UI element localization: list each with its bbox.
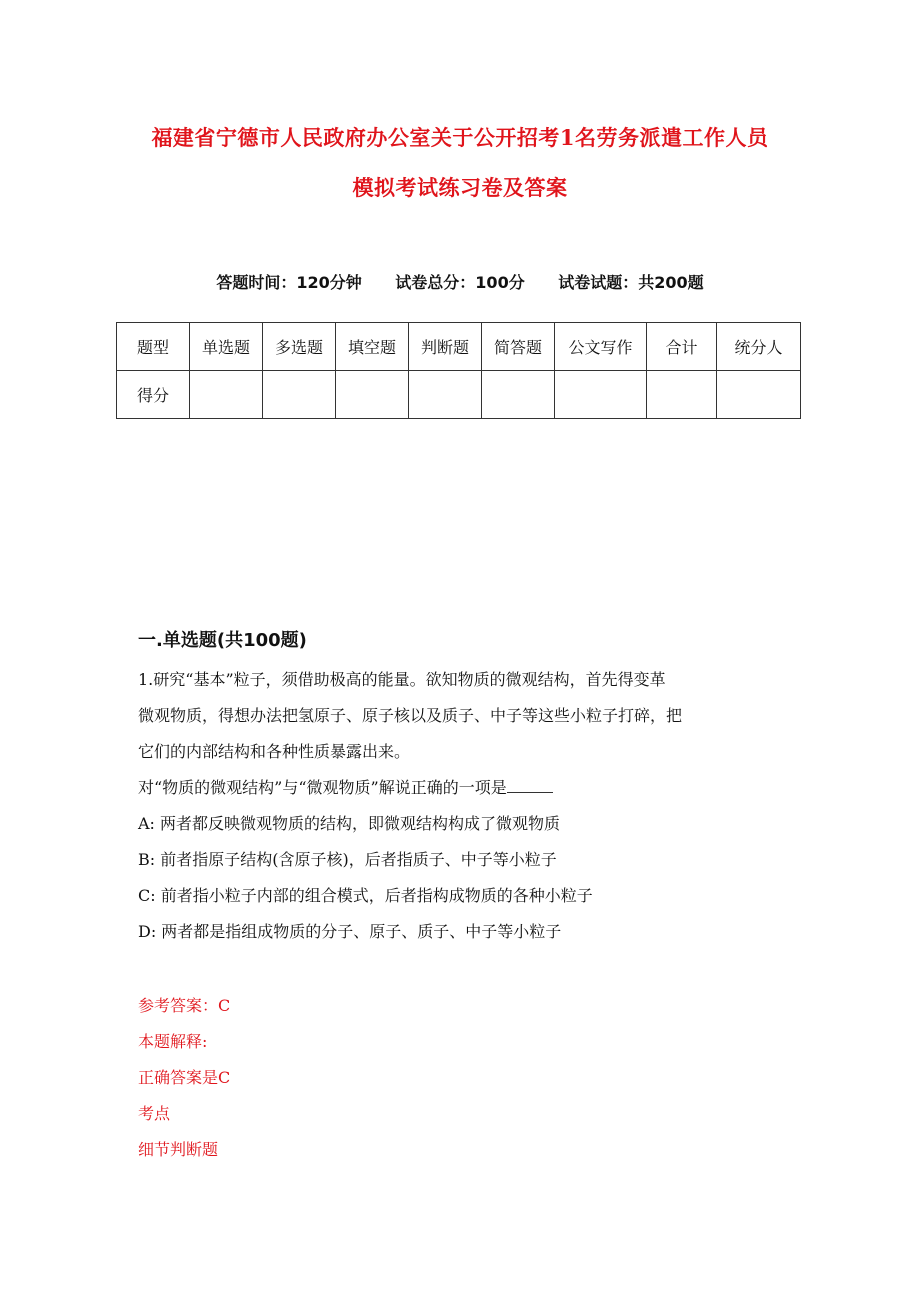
- correct-answer: 正确答案是C: [138, 1068, 231, 1087]
- score-cell: [647, 371, 717, 419]
- exam-meta: [0, 270, 920, 293]
- answer-block: [138, 988, 230, 1168]
- score-table-header-row: [117, 323, 801, 371]
- option-b: B: 前者指原子结构(含原子核)，后者指质子、中子等小粒子: [138, 850, 557, 869]
- header-cell: 公文写作: [555, 323, 647, 371]
- header-cell: 多选题: [263, 323, 336, 371]
- header-cell: 合计: [647, 323, 717, 371]
- option-c: C: 前者指小粒子内部的组合模式，后者指构成物质的各种小粒子: [138, 886, 593, 905]
- score-cell: [409, 371, 482, 419]
- exam-total-score: 试卷总分：100分: [395, 273, 525, 292]
- exam-time: 答题时间：120分钟: [216, 273, 362, 292]
- question-stem-line: 微观物质，得想办法把氢原子、原子核以及质子、中子等这些小粒子打碎，把: [138, 706, 683, 725]
- score-cell: [482, 371, 555, 419]
- option-a: A: 两者都反映微观物质的结构，即微观结构构成了微观物质: [138, 814, 561, 833]
- score-table-score-row: [117, 371, 801, 419]
- header-cell: 题型: [117, 323, 190, 371]
- question-stem-line: 它们的内部结构和各种性质暴露出来。: [138, 742, 411, 761]
- knowledge-point: 细节判断题: [138, 1140, 219, 1159]
- reference-answer: 参考答案：C: [138, 996, 231, 1015]
- question-stem-line: 1.研究“基本”粒子，须借助极高的能量。欲知物质的微观结构，首先得变革: [138, 670, 666, 689]
- question-block: [138, 662, 778, 950]
- doc-title-line1: 福建省宁德市人民政府办公室关于公开招考1名劳务派遣工作人员: [151, 125, 769, 150]
- question-prompt-line: [138, 770, 778, 806]
- header-cell: 简答题: [482, 323, 555, 371]
- score-cell: [555, 371, 647, 419]
- question-prompt-text: 对“物质的微观结构”与“微观物质”解说正确的一项是: [138, 778, 507, 797]
- header-cell: 统分人: [717, 323, 801, 371]
- score-cell: [717, 371, 801, 419]
- section-title: 一.单选题(共100题): [138, 630, 307, 651]
- explanation-label: 本题解释:: [138, 1032, 208, 1051]
- knowledge-point-label: 考点: [138, 1104, 171, 1123]
- score-cell: [263, 371, 336, 419]
- score-cell: [190, 371, 263, 419]
- score-table: [116, 322, 801, 419]
- doc-title-line2: 模拟考试练习卷及答案: [352, 175, 568, 200]
- row-label-cell: 得分: [117, 371, 190, 419]
- exam-question-count: 试卷试题：共200题: [558, 273, 704, 292]
- header-cell: 判断题: [409, 323, 482, 371]
- header-cell: 单选题: [190, 323, 263, 371]
- score-cell: [336, 371, 409, 419]
- answer-blank: [507, 772, 553, 793]
- header-cell: 填空题: [336, 323, 409, 371]
- option-d: D: 两者都是指组成物质的分子、原子、质子、中子等小粒子: [138, 922, 562, 941]
